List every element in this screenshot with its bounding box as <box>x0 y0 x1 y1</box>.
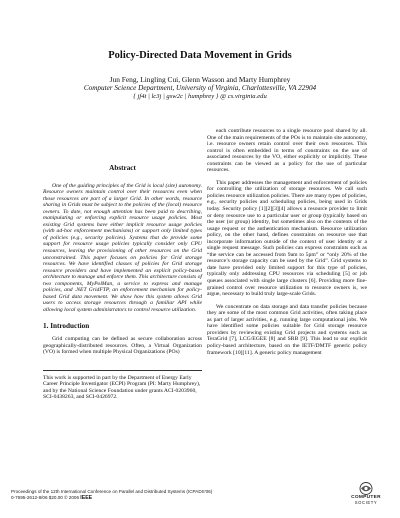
logo-text-computer: COMPUTER <box>351 495 381 500</box>
computer-society-emblem-icon <box>357 482 375 495</box>
author-list: Jun Feng, Lingling Cui, Glenn Wasson and Marty Humphrey <box>109 75 291 84</box>
left-column <box>43 122 202 401</box>
abstract-heading: Abstract <box>109 164 136 172</box>
logo-text-society: SOCIETY <box>354 500 378 505</box>
ieee-mark: IEEE <box>80 495 93 501</box>
isbn-line: 0-7695-2612-8/06 $20.00 © 2006 <box>11 495 80 500</box>
proceedings-title: Proceedings of the 12th International Conference on Parallel and Distributed Systems (ICPADS'06) <box>11 489 213 494</box>
proceedings-footer <box>11 489 212 501</box>
funding-footnote: This work is supported in part by the Department of Energy Early Career Principle Investigator (ECPI) Program (PI: Marty Humphrey), and by the National Science Foundation under grants ACI-0203960, SCI-0438263, and SCI-0426972. <box>43 374 201 401</box>
affiliation: Computer Science Department, University of Virginia, Charlottesville, VA 22904 <box>83 84 317 92</box>
paper-title: Policy-Directed Data Movement in Grids <box>108 50 292 61</box>
body-paragraph-3: We concentrate on data storage and data transfer policies because they are some of the most common Grid activities, often taking place as part of larger activities, e.g. running large computational jobs. We have identified some policies suitable for Grid storage resource providers by reviewing existing Grid projects and systems such as TeraGrid [7], LCG/EGEE [8] and SRB [9]. This lead to our explicit policy-based architecture, based on the IETF/DMTF generic policy framework [10][11]. A generic policy management <box>207 303 367 356</box>
body-paragraph-1: each contribute resources to a single resource pool shared by all. One of the main requirements of the POs is to maintain site autonomy, i.e. resource owners retain control over their own resources. This control is often embedded in terms of constraints on the use of associated resources by the VO, either explicitly or implicitly. These constraints can be viewed as a policy for the use of particular resources. <box>207 128 367 174</box>
section-heading-introduction: 1. Introduction <box>43 322 90 331</box>
body-paragraph-2: This paper addresses the management and enforcement of policies for controlling the utilization of storage resources. We call such policies resource utilization policies. There are many types of policies, e.g., security policies and scheduling policies, being used in Grids today. Security policy [1][2][3][4] allows a resource provider to limit or deny resource use to a particular user or group (typically based on the user (or group) identity, but sometimes also on the contents of the usage request or the authentication mechanism. Resource utilization policy, on the other hand, defines constraints on resource use that incorporate information outside of the context of user identity or a single request message. Such policies can express constraints such as “the service can be accessed from 9am to 5pm” or “only 20% of the resource’s storage capacity can be used by the Grid”. Grid systems to date have provided only limited support for this type of policies, typically only addressing CPU resources via scheduling [5] or job queues associated with single large clusters [6]. Providing more fine-grained control over resource utilization to resource owners is, we argue, necessary to build truly large-scale Grids. <box>207 179 367 298</box>
abstract-body: One of the guiding principles of the Grid is local (site) autonomy. Resource owners maintain control over their resources even when those resources are part of a larger Grid. In other words, resource sharing in Grids must be subject to the policies of the (local) resource owners. To date, not enough attention has been paid to describing, manipulating or enforcing explicit resource usage policies. Most existing Grid systems have either implicit resource usage policies (with ad-hoc enforcement mechanisms) or support only limited types of policies (e.g., security policies). Systems that do provide some support for resource usage policies typically consider only CPU resources, leaving the provisioning of other resources on the Grid unconstrained. This paper focuses on policies for Grid storage resources. We have identified classes of policies for Grid storage resource providers and have implemented an explicit policy-based architecture to manage and enforce them. This architecture consists of two components, MyPolMan, a service to express and manage policies, and .NET GridFTP, an enforcement mechanism for policy-based Grid data movement. We show how this system allows Grid users to access storage resources through a familiar API while allowing local system administrators to control resource utilization. <box>43 182 202 313</box>
footnote-divider <box>43 370 202 371</box>
right-column <box>207 128 367 356</box>
introduction-paragraph: Grid computing can be defined as secure collaboration across geographically-distributed resources. Often, a Virtual Organization (VO) is formed when multiple Physical Organizations (POs) <box>43 336 202 356</box>
author-emails: { jf4t | lc3j | gsw2c | humphrey } @ cs.virginia.edu <box>133 93 267 100</box>
computer-society-logo <box>343 482 389 512</box>
